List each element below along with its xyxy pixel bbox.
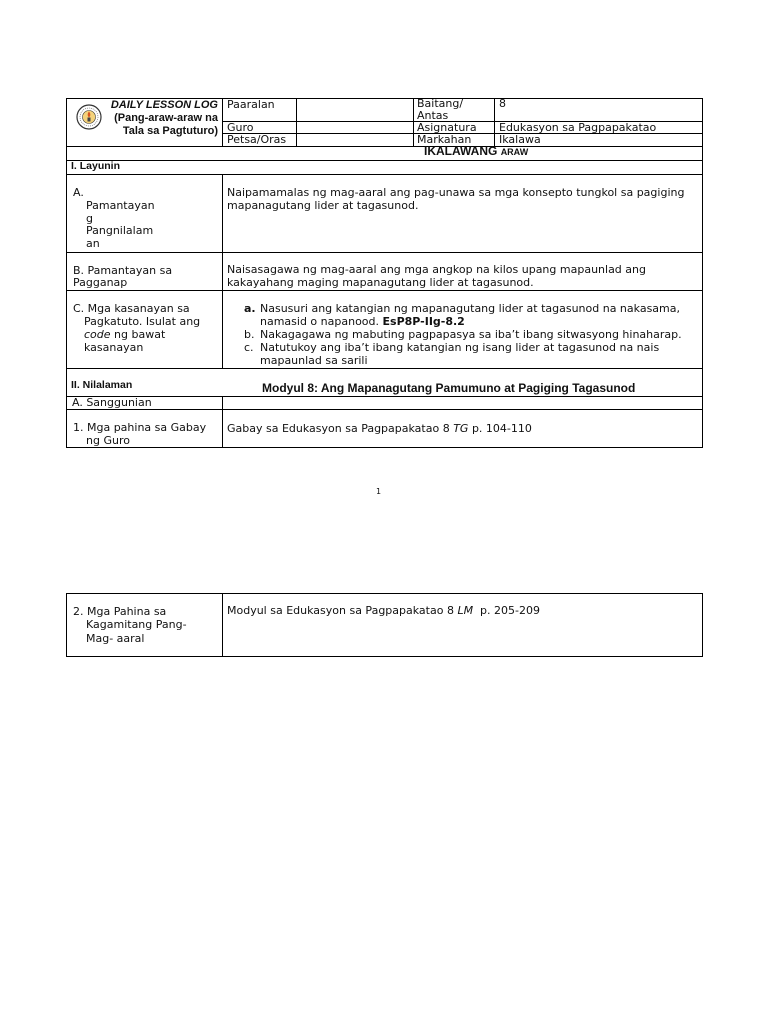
a-label-line: Pamantayan bbox=[86, 199, 155, 212]
a-label-line: A. bbox=[73, 186, 84, 199]
learning-competencies-list bbox=[244, 302, 694, 367]
page-number: 1 bbox=[376, 487, 382, 496]
antas-label: Antas bbox=[417, 109, 449, 122]
markahan-label: Markahan bbox=[417, 133, 472, 146]
paaralan-label: Paaralan bbox=[227, 98, 275, 111]
row-divider bbox=[66, 290, 703, 291]
list-item bbox=[244, 328, 694, 341]
a-label-line: Pangnilalam bbox=[86, 224, 154, 237]
list-item-line bbox=[260, 315, 694, 328]
day-heading-small: ARAW bbox=[500, 147, 529, 157]
row-divider bbox=[66, 252, 703, 253]
row2-label-line: Kagamitang Pang- bbox=[86, 618, 187, 631]
col-divider bbox=[222, 396, 223, 448]
b-label-line: B. Pamantayan sa bbox=[73, 264, 173, 277]
lesson-log-title bbox=[106, 99, 218, 138]
c-label-rest: ng bawat bbox=[110, 328, 166, 341]
a-label-line: g bbox=[86, 212, 93, 225]
nilalaman-heading: II. Nilalaman bbox=[71, 379, 133, 391]
row-divider bbox=[66, 160, 703, 161]
list-item-text: namasid o napanood. bbox=[260, 315, 383, 328]
row-divider bbox=[66, 396, 703, 397]
day-heading-main: IKALAWANG bbox=[424, 144, 498, 158]
modyul-title: Modyul 8: Ang Mapanagutang Pamumuno at Pagiging Tagasunod bbox=[262, 381, 636, 395]
row1-text-main: Gabay sa Edukasyon sa Pagpapakatao 8 bbox=[227, 422, 454, 435]
col-divider bbox=[222, 98, 223, 146]
layunin-heading: I. Layunin bbox=[71, 160, 121, 172]
list-item-line: mapaunlad sa sarili bbox=[260, 354, 368, 367]
row-divider bbox=[66, 368, 703, 369]
competency-code: EsP8P-IIg-8.2 bbox=[382, 315, 465, 328]
row2-text-italic: LM bbox=[457, 604, 474, 617]
markahan-value: Ikalawa bbox=[499, 133, 541, 146]
c-label-line: kasanayan bbox=[84, 341, 144, 354]
c-label-code: code bbox=[84, 328, 111, 341]
school-seal-icon bbox=[76, 104, 102, 130]
row1-text bbox=[227, 422, 532, 435]
list-marker: a. bbox=[244, 302, 256, 315]
row2-label-line: 2. Mga Pahina sa bbox=[73, 605, 167, 618]
list-item-line: Nasusuri ang katangian ng mapanagutang lider at tagasunod na nakasama, bbox=[260, 302, 680, 315]
row1-label-line: 1. Mga pahina sa Gabay bbox=[73, 421, 207, 434]
c-label-line: Pagkatuto. Isulat ang bbox=[84, 315, 201, 328]
baitang-label: Baitang/ bbox=[417, 97, 464, 110]
row-divider bbox=[66, 146, 703, 147]
col-divider bbox=[413, 98, 414, 146]
col-divider bbox=[222, 593, 223, 657]
row-divider bbox=[66, 409, 703, 410]
b-text-line: Naisasagawa ng mag-aaral ang mga angkop na kilos upang mapaunlad ang bbox=[227, 263, 646, 276]
col-divider bbox=[296, 98, 297, 146]
asignatura-value: Edukasyon sa Pagpapakatao bbox=[499, 121, 657, 134]
a-text-line: mapanagutang lider at tagasunod. bbox=[227, 199, 419, 212]
guro-label: Guro bbox=[227, 121, 254, 134]
c-label-line: C. Mga kasanayan sa bbox=[73, 302, 190, 315]
col-divider bbox=[222, 174, 223, 368]
b-text-line: kakayahang maging mapanagutang lider at tagasunod. bbox=[227, 276, 534, 289]
title-line-3: Tala sa Pagtuturo) bbox=[122, 125, 218, 137]
title-line-1: DAILY LESSON LOG bbox=[110, 99, 218, 111]
row2-text-end: p. 205-209 bbox=[473, 604, 540, 617]
list-item-line: Natutukoy ang iba’t ibang katangian ng isang lider at tagasunod na nais bbox=[260, 341, 660, 354]
petsa-label: Petsa/Oras bbox=[227, 133, 287, 146]
sanggunian-heading: A. Sanggunian bbox=[72, 396, 152, 409]
row1-label-line: ng Guro bbox=[86, 434, 130, 447]
list-marker: c. bbox=[244, 341, 254, 354]
col-divider bbox=[494, 98, 495, 146]
row-divider bbox=[66, 174, 703, 175]
row2-text-main: Modyul sa Edukasyon sa Pagpapakatao 8 bbox=[227, 604, 458, 617]
a-label-line: an bbox=[86, 237, 100, 250]
list-item bbox=[244, 302, 694, 328]
a-text-line: Naipamamalas ng mag-aaral ang pag-unawa sa mga konsepto tungkol sa pagiging bbox=[227, 186, 685, 199]
row1-text-end: p. 104-110 bbox=[468, 422, 532, 435]
row2-text bbox=[227, 604, 540, 617]
b-label-line: Pagganap bbox=[73, 276, 128, 289]
day-heading bbox=[424, 145, 528, 159]
baitang-value: 8 bbox=[499, 97, 506, 110]
asignatura-label: Asignatura bbox=[417, 121, 477, 134]
list-item bbox=[244, 341, 694, 367]
list-marker: b. bbox=[244, 328, 255, 341]
c-label-line bbox=[84, 328, 165, 341]
row1-text-italic: TG bbox=[453, 422, 469, 435]
list-item-line: Nakagagawa ng mabuting pagpapasya sa iba’t ibang sitwasyong hinaharap. bbox=[260, 328, 682, 341]
title-line-2: (Pang-araw-araw na bbox=[114, 112, 218, 124]
row2-label-line: Mag- aaral bbox=[86, 632, 145, 645]
